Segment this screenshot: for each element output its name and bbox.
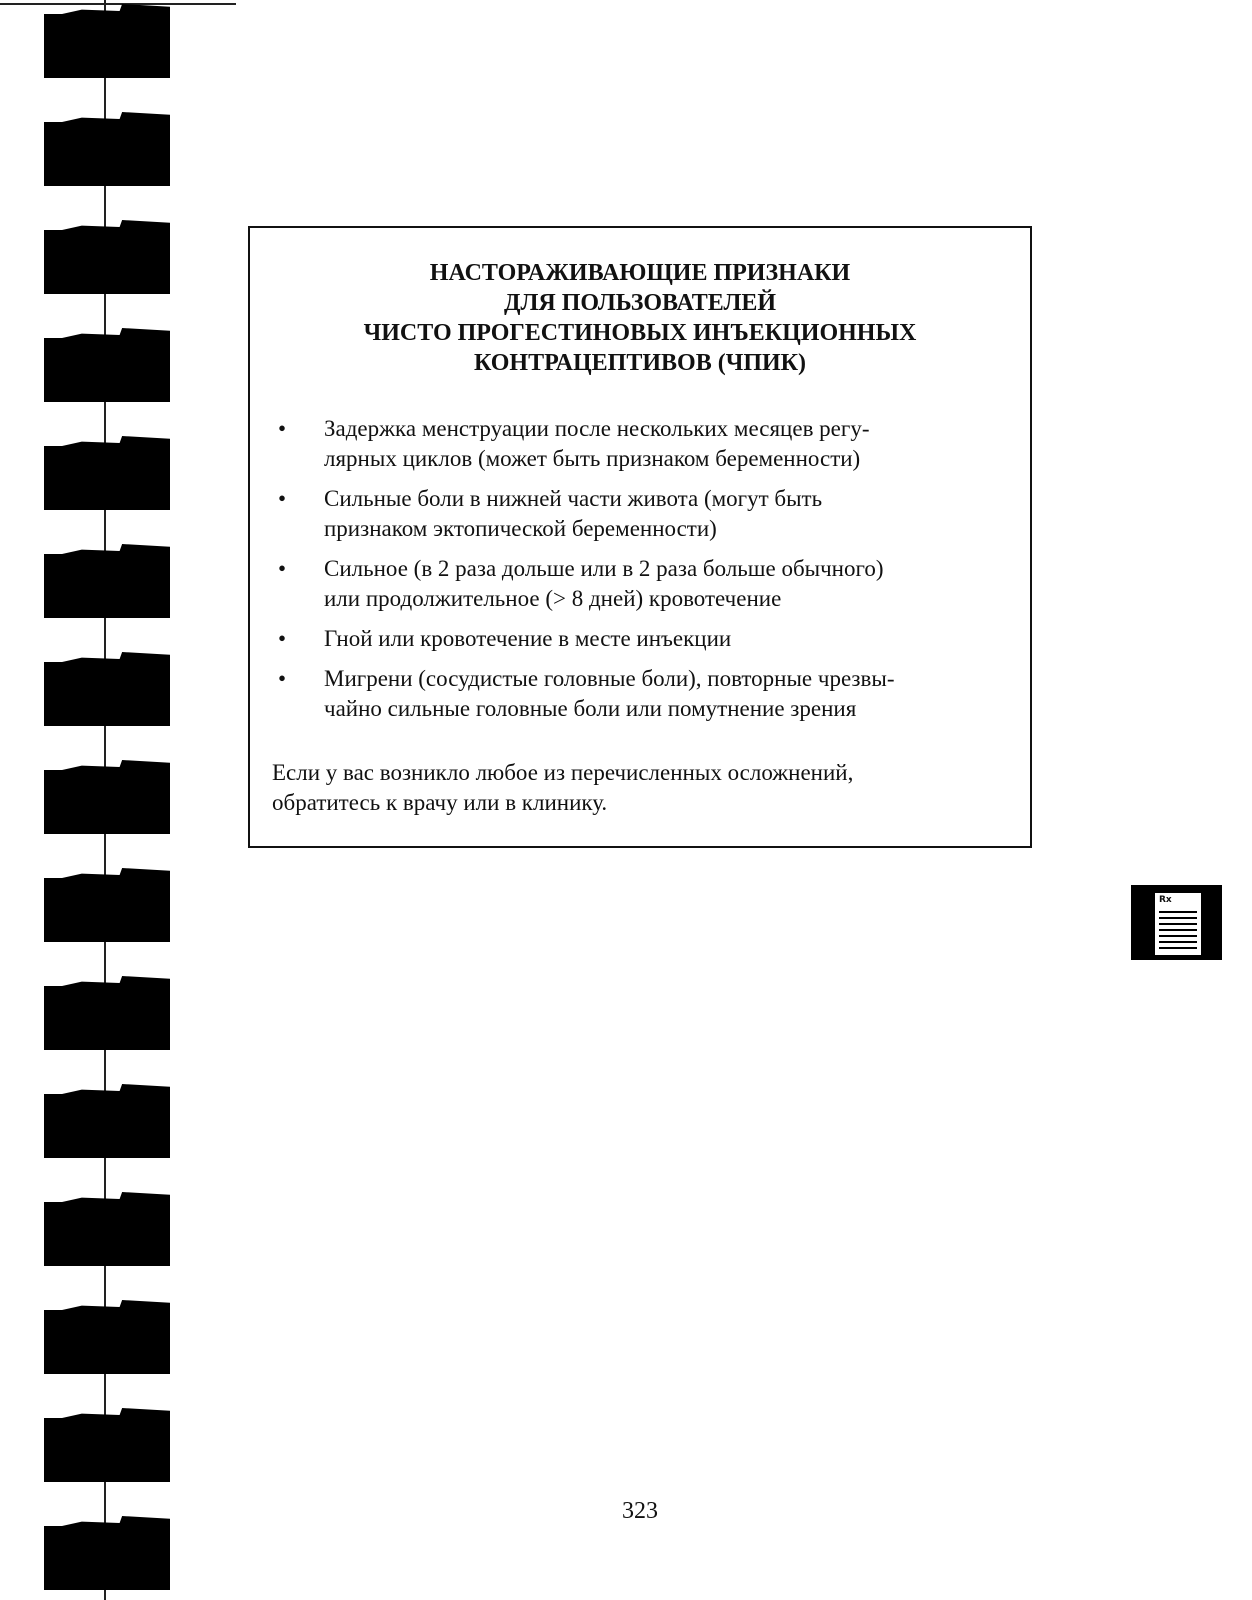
text-line [1159,947,1197,949]
warning-signs-box [248,226,1032,848]
list-item-line: или продолжительное (> 8 дней) кровотечение [324,586,782,611]
page-number: 323 [622,1498,658,1524]
list-item [272,624,992,654]
list-item-line: Сильное (в 2 раза дольше или в 2 раза больше обычного) [324,556,884,581]
binding-tab [44,986,170,1050]
list-item-line: чайно сильные головные боли или помутнение зрения [324,696,857,721]
list-item [272,484,992,544]
binding-tab [44,230,170,294]
list-item-line: признаком эктопической беременности) [324,516,717,541]
text-line [1159,941,1197,943]
binding-tab [44,770,170,834]
advice-note [272,758,1012,818]
bullet: • [278,486,287,511]
list-item-line: Мигрени (сосудистые головные боли), повторные чрезвы- [324,666,895,691]
list-item-line: Сильные боли в нижней части живота (могут быть [324,486,823,511]
title-line: ДЛЯ ПОЛЬЗОВАТЕЛЕЙ [503,290,776,316]
bullet: • [278,666,287,691]
list-item [272,664,992,724]
binding-tab [44,1310,170,1374]
text-line [1159,929,1197,931]
bullet: • [278,626,287,651]
bullet: • [278,556,287,581]
binding-tab [44,662,170,726]
binding-tab [44,338,170,402]
title-line: НАСТОРАЖИВАЮЩИЕ ПРИЗНАКИ [429,260,851,286]
text-line [1159,935,1197,937]
title-line: КОНТРАЦЕПТИВОВ (ЧПИК) [473,350,807,376]
list-item [272,554,992,614]
list-item-line: Задержка менструации после нескольких месяцев регу- [324,416,870,441]
prescription-icon [1131,885,1222,960]
binding-tab [44,446,170,510]
binding-tab [44,1202,170,1266]
binding-tab [44,1094,170,1158]
list-item-line: лярных циклов (может быть признаком беременности) [324,446,861,471]
text-line [1159,923,1197,925]
binding-tab [44,554,170,618]
warning-signs-list [272,414,992,734]
prescription-paper [1155,893,1201,955]
list-item-line: Гной или кровотечение в месте инъекции [324,626,732,651]
rx-label: Rx [1159,895,1172,905]
note-line: Если у вас возникло любое из перечисленных осложнений, [272,760,854,785]
binding-tab [44,122,170,186]
bullet: • [278,416,287,441]
binding-tab [44,1418,170,1482]
binding-tab [44,878,170,942]
box-title [250,258,1030,378]
title-line: ЧИСТО ПРОГЕСТИНОВЫХ ИНЪЕКЦИОННЫХ [363,320,917,346]
binding-tab [44,14,170,78]
text-line [1159,917,1197,919]
list-item [272,414,992,474]
binding-tab [44,1526,170,1590]
spiral-binding [40,0,175,1600]
text-line [1159,911,1197,913]
note-line: обратитесь к врачу или в клинику. [272,790,608,815]
